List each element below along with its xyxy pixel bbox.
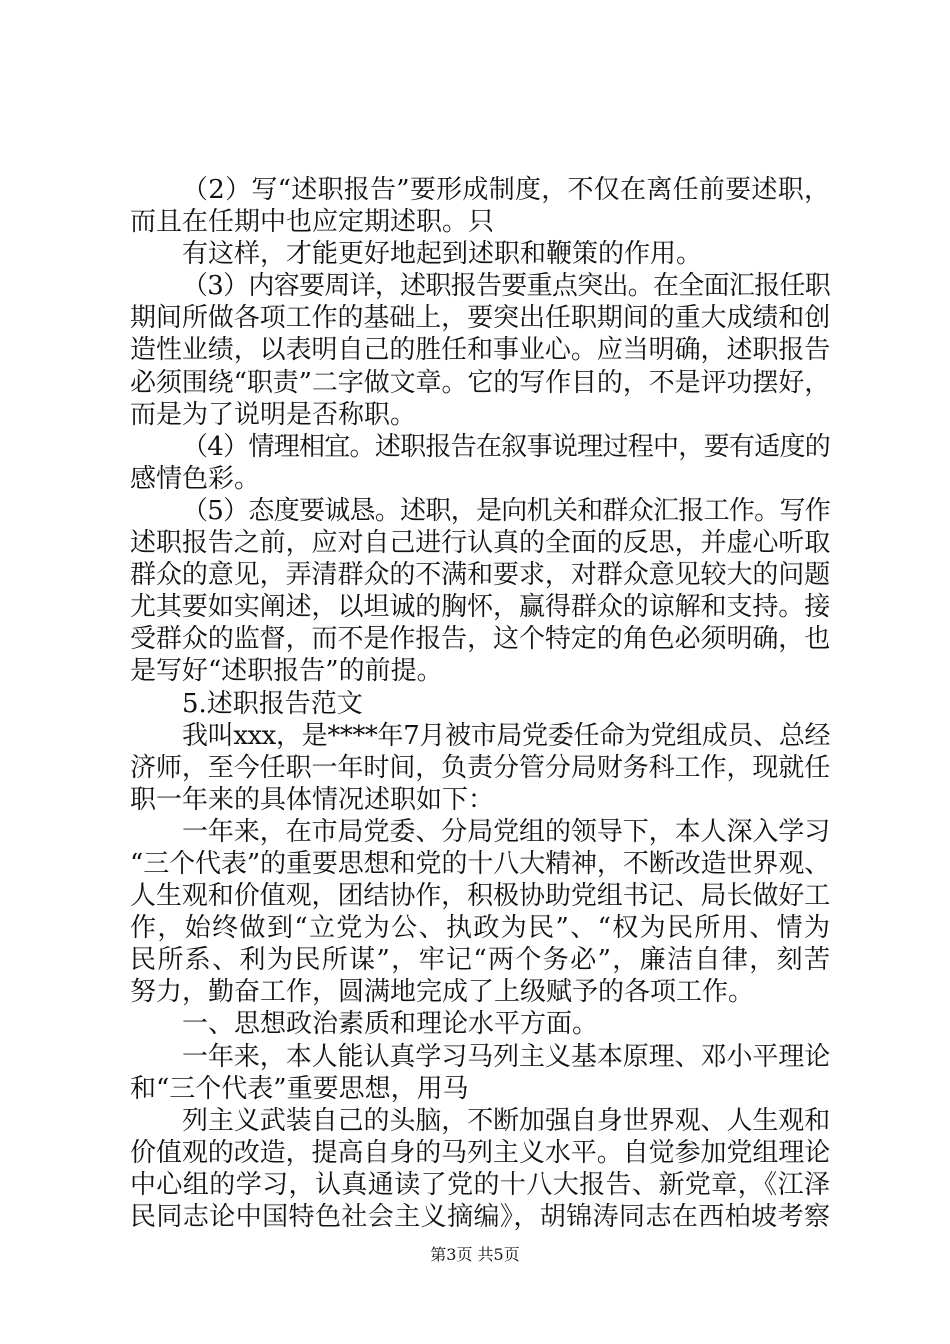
body-text-line: 期间所做各项工作的基础上，要突出任职期间的重大成绩和创 bbox=[130, 303, 830, 334]
body-text-line: 群众的意见，弄清群众的不满和要求，对群众意见较大的问题 bbox=[130, 560, 830, 591]
body-text-line: 职一年来的具体情况述职如下： bbox=[130, 784, 495, 815]
body-text-line: 而是为了说明是否称职。 bbox=[130, 399, 417, 430]
body-text-line: 作，始终做到“立党为公、执政为民”、“权为民所用、情为 bbox=[130, 913, 830, 944]
page-number-footer: 第3页 共5页 bbox=[430, 1245, 520, 1264]
body-text-line: （4）情理相宜。述职报告在叙事说理过程中，要有适度的 bbox=[182, 431, 830, 462]
body-text-line: 必须围绕“职责”二字做文章。它的写作目的，不是评功摆好， bbox=[130, 367, 830, 398]
body-text-line: 是写好“述职报告”的前提。 bbox=[130, 656, 443, 687]
body-text-line: 我叫xxx，是****年7月被市局党委任命为党组成员、总经 bbox=[182, 720, 830, 751]
body-text-line: 人生观和价值观，团结协作，积极协助党组书记、局长做好工 bbox=[130, 881, 830, 912]
body-text-line: （3）内容要周详，述职报告要重点突出。在全面汇报任职 bbox=[182, 271, 830, 302]
body-text-line: 济师，至今任职一年时间，负责分管分局财务科工作，现就任 bbox=[130, 752, 830, 783]
body-text-line: 感情色彩。 bbox=[130, 463, 261, 494]
body-text-line: 一年来，在市局党委、分局党组的领导下，本人深入学习 bbox=[182, 816, 830, 847]
body-text-line: 一、思想政治素质和理论水平方面。 bbox=[182, 1009, 599, 1040]
body-text-line: 受群众的监督，而不是作报告，这个特定的角色必须明确，也 bbox=[130, 624, 830, 655]
body-text-line: 列主义武装自己的头脑，不断加强自身世界观、人生观和 bbox=[182, 1105, 830, 1136]
document-body bbox=[130, 174, 830, 1233]
body-text-line: （2）写“述职报告”要形成制度，不仅在离任前要述职， bbox=[182, 175, 830, 205]
body-text-line: “三个代表”的重要思想和党的十八大精神，不断改造世界观、 bbox=[130, 848, 830, 879]
body-text-line: 而且在任期中也应定期述职。只 bbox=[130, 207, 495, 238]
body-text-line: 造性业绩，以表明自己的胜任和事业心。应当明确，述职报告 bbox=[130, 335, 830, 366]
body-text-line: 民所系、利为民所谋”，牢记“两个务必”，廉洁自律，刻苦 bbox=[130, 945, 830, 976]
body-text-line: 5.述职报告范文 bbox=[182, 688, 363, 719]
body-text-line: 努力，勤奋工作，圆满地完成了上级赋予的各项工作。 bbox=[130, 977, 755, 1008]
body-text-line: 有这样，才能更好地起到述职和鞭策的作用。 bbox=[182, 239, 703, 270]
body-text-line: 中心组的学习，认真通读了党的十八大报告、新党章，《江泽 bbox=[130, 1169, 830, 1200]
body-text-line: 尤其要如实阐述，以坦诚的胸怀，赢得群众的谅解和支持。接 bbox=[130, 592, 830, 623]
body-text-line: 一年来，本人能认真学习马列主义基本原理、邓小平理论 bbox=[182, 1041, 830, 1072]
body-text-line: 和“三个代表”重要思想，用马 bbox=[130, 1073, 469, 1104]
body-text-line: 价值观的改造，提高自身的马列主义水平。自觉参加党组理论 bbox=[130, 1137, 830, 1168]
body-text-line: 民同志论中国特色社会主义摘编》，胡锦涛同志在西柏坡考察 bbox=[130, 1202, 830, 1232]
body-text-line: 述职报告之前，应对自己进行认真的全面的反思，并虚心听取 bbox=[130, 528, 830, 559]
body-text-line: （5）态度要诚恳。述职，是向机关和群众汇报工作。写作 bbox=[182, 495, 830, 526]
